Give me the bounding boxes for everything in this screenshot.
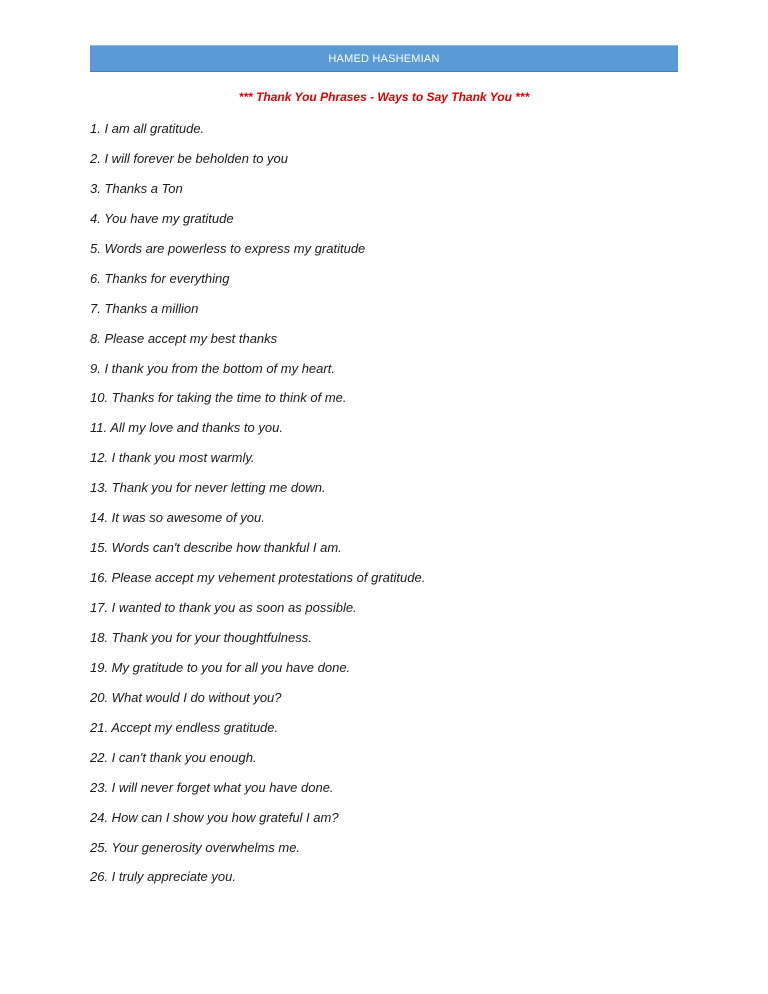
phrase-item: 13. Thank you for never letting me down.: [90, 480, 326, 496]
phrase-item: 12. I thank you most warmly.: [90, 450, 255, 466]
phrase-item: 21. Accept my endless gratitude.: [90, 719, 279, 735]
author-name: HAMED HASHEMIAN: [328, 52, 440, 65]
phrase-item: 24. How can I show you how grateful I am?: [90, 809, 339, 825]
phrase-item: 6. Thanks for everything: [90, 270, 230, 286]
phrase-item: 2. I will forever be beholden to you: [90, 150, 289, 166]
header-banner: [90, 45, 678, 72]
phrase-item: 4. You have my gratitude: [90, 210, 234, 226]
phrase-item: 19. My gratitude to you for all you have done.: [90, 659, 351, 675]
phrase-item: 3. Thanks a Ton: [90, 180, 183, 196]
phrase-item: 5. Words are powerless to express my gratitude: [90, 240, 366, 256]
document-title: *** Thank You Phrases - Ways to Say Thank You ***: [238, 90, 530, 104]
phrase-item: 1. I am all gratitude.: [90, 121, 205, 136]
phrase-item: 20. What would I do without you?: [90, 689, 282, 705]
phrase-item: 15. Words can't describe how thankful I am.: [90, 540, 342, 556]
phrase-item: 11. All my love and thanks to you.: [90, 420, 283, 436]
phrase-item: 8. Please accept my best thanks: [90, 330, 278, 346]
phrase-item: 26. I truly appreciate you.: [90, 869, 236, 885]
phrase-item: 23. I will never forget what you have done.: [90, 779, 334, 795]
phrase-item: 25. Your generosity overwhelms me.: [90, 839, 301, 855]
phrase-item: 18. Thank you for your thoughtfulness.: [90, 629, 312, 645]
phrase-item: 16. Please accept my vehement protestations of gratitude.: [90, 570, 426, 586]
phrase-item: 10. Thanks for taking the time to think of me.: [90, 390, 347, 406]
phrase-list: [90, 119, 690, 897]
phrase-item: 7. Thanks a million: [90, 300, 199, 316]
phrase-item: 14. It was so awesome of you.: [90, 510, 265, 526]
phrase-item: 17. I wanted to thank you as soon as possible.: [90, 600, 357, 615]
phrase-item: 22. I can't thank you enough.: [90, 749, 257, 765]
phrase-item: 9. I thank you from the bottom of my heart.: [90, 360, 335, 376]
